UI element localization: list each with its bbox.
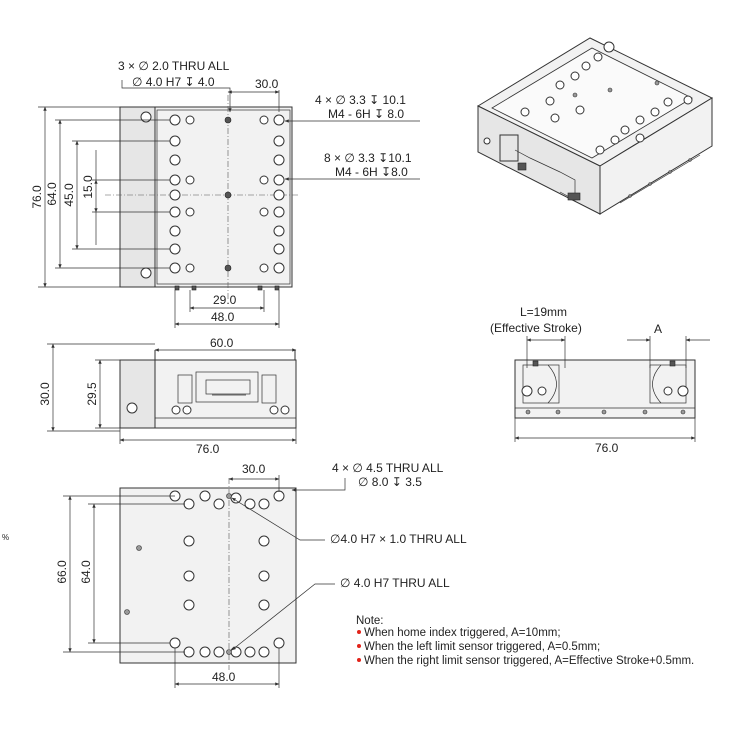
dim-30-bottom: 30.0 xyxy=(242,462,266,476)
bottom-view xyxy=(55,461,467,688)
dim-30-top: 30.0 xyxy=(255,77,279,91)
dim-30-side: 30.0 xyxy=(38,382,52,406)
stroke-label: L=19mm xyxy=(520,305,568,319)
callout-m4-b1: 8 × ∅ 3.3 ↧10.1 xyxy=(324,151,412,165)
dim-60-side: 60.0 xyxy=(210,336,234,350)
callout-h7: ∅ 4.0 H7 ↧ 4.0 xyxy=(132,75,215,89)
dim-76-side: 76.0 xyxy=(196,442,220,456)
note-bullet xyxy=(357,658,361,662)
top-pin-hole xyxy=(225,265,231,271)
dim-45-top: 45.0 xyxy=(62,183,76,207)
bottom-view-outline xyxy=(120,488,296,663)
dim-48-top: 48.0 xyxy=(211,310,235,324)
callout-m4-a1: 4 × ∅ 3.3 ↧ 10.1 xyxy=(315,93,406,107)
dim-48-bottom: 48.0 xyxy=(212,670,236,684)
dim-64-top: 64.0 xyxy=(45,182,59,206)
margin-mark: % xyxy=(2,533,10,542)
dim-295-side: 29.5 xyxy=(85,382,99,406)
stroke-label-sub: (Effective Stroke) xyxy=(490,321,582,335)
isometric-view xyxy=(478,38,712,214)
top-pin-hole xyxy=(225,117,231,123)
notes-block xyxy=(356,615,694,667)
note-bullet xyxy=(357,644,361,648)
top-corner-hole xyxy=(141,112,151,122)
dim-76-top: 76.0 xyxy=(30,185,44,209)
top-pin-hole xyxy=(225,192,231,198)
callout-45b: ∅ 8.0 ↧ 3.5 xyxy=(358,475,422,489)
callout-thru-all: 3 × ∅ 2.0 THRU ALL xyxy=(118,59,230,73)
callout-m4-b2: M4 - 6H ↧8.0 xyxy=(335,165,408,179)
top-corner-hole xyxy=(141,268,151,278)
notes-title: Note: xyxy=(356,615,384,627)
note-bullet xyxy=(357,630,361,634)
callout-h7-thru: ∅ 4.0 H7 THRU ALL xyxy=(340,576,450,590)
section-view xyxy=(490,305,710,455)
dim-64-bottom: 64.0 xyxy=(79,560,93,584)
callout-h7x: ∅4.0 H7 × 1.0 THRU ALL xyxy=(330,532,467,546)
note-item: When the right limit sensor triggered, A=Effective Stroke+0.5mm. xyxy=(364,655,695,667)
note-item: When home index triggered, A=10mm; xyxy=(364,627,561,639)
callout-45a: 4 × ∅ 4.5 THRU ALL xyxy=(332,461,444,475)
dim-a: A xyxy=(654,322,663,336)
side-view xyxy=(38,336,296,456)
dim-15-top: 15.0 xyxy=(81,175,95,199)
top-view-motor-block xyxy=(120,107,155,287)
top-view xyxy=(30,59,420,328)
callout-m4-a2: M4 - 6H ↧ 8.0 xyxy=(328,107,405,121)
dim-66-bottom: 66.0 xyxy=(55,560,69,584)
dim-76-section: 76.0 xyxy=(595,441,619,455)
dim-29-top: 29.0 xyxy=(213,293,237,307)
note-item: When the left limit sensor triggered, A=0.5mm; xyxy=(364,641,601,653)
